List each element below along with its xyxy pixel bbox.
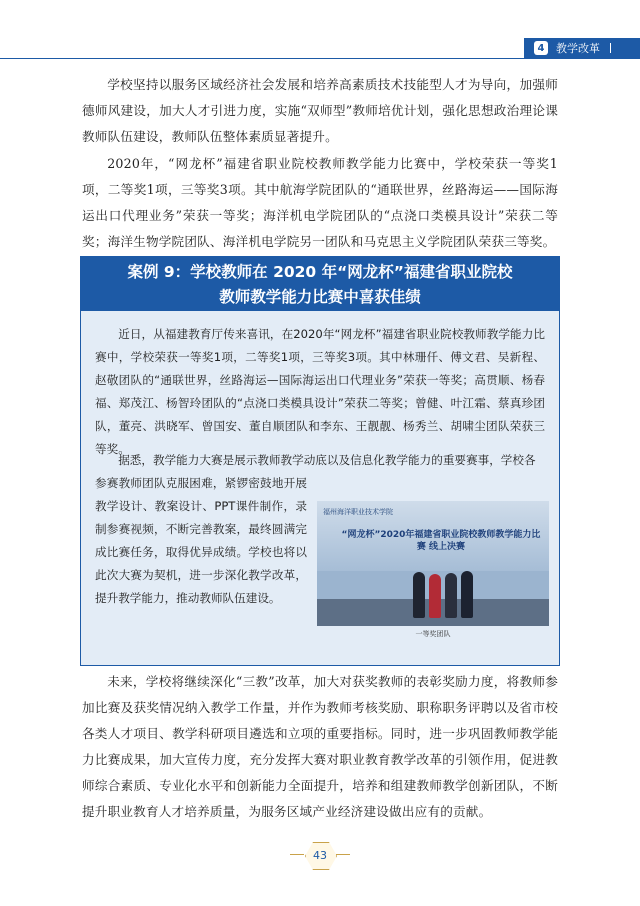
person-figure xyxy=(429,574,441,618)
page-number: 43 xyxy=(313,848,327,862)
case-paragraph-2-rest: 参赛教师团队克服困难，紧锣密鼓地开展教学设计、教案设计、PPT课件制作，录制参赛视频，不断完善教案，最终圆满完成比赛任务，取得优异成绩。学校也将以此次大赛为契机，进一步深化教学改革，提升教学能力，推动教师队伍建设。 xyxy=(95,476,307,605)
person-figure xyxy=(445,573,457,618)
awards-paragraph: 2020年，“网龙杯”福建省职业院校教师教学能力比赛中，学校荣获一等奖1项，二等奖1项，三等奖3项。其中航海学院团队的“通联世界，丝路海运——国际海运出口代理业务”荣获一等奖；海洋机电学院团队的“点浇口类模具设计”荣获二等奖；海洋生物学院团队、海洋机电学院另一团队和马克思主义学院团队荣获三等奖。 xyxy=(82,156,558,249)
case-title-line-1: 案例 9：学校教师在 2020 年“网龙杯”福建省职业院校 xyxy=(127,263,513,281)
award-photo-image xyxy=(317,501,549,626)
photo-logo-text: 福州海洋职业技术学院 xyxy=(323,508,393,516)
case-title-line-2: 教师教学能力比赛中喜获佳绩 xyxy=(219,288,421,306)
case-study-title xyxy=(81,257,559,311)
page-number-deco-right xyxy=(336,854,350,855)
chapter-separator xyxy=(610,43,611,53)
person-figure xyxy=(461,571,473,618)
case-study-box xyxy=(80,256,560,666)
award-photo xyxy=(317,501,549,641)
chapter-number: 4 xyxy=(534,41,548,55)
intro-paragraph: 学校坚持以服务区域经济社会发展和培养高素质技术技能型人才为导向，加强师德师风建设，加大人才引进力度，实施“双师型”教师培优计划，强化思想政治理论课教师队伍建设，教师队伍整体素质显著提升。 xyxy=(82,77,558,144)
case-paragraph-2-first-line: 据悉，教学能力大赛是展示教师教学动底以及信息化教学能力的重要赛事，学校各 xyxy=(118,453,536,467)
person-figure xyxy=(413,572,425,618)
chapter-tab xyxy=(524,38,640,58)
photo-caption: 一等奖团队 xyxy=(415,630,451,638)
page-number-deco-left xyxy=(290,854,304,855)
page-number-badge xyxy=(290,842,350,868)
header-rule xyxy=(0,58,640,59)
case-paragraph-1: 近日，从福建教育厅传来喜讯，在2020年“网龙杯”福建省职业院校教师教学能力比赛中，学校荣获一等奖1项，二等奖1项，三等奖3项。其中林珊仟、傅文君、吴新程、赵敬团队的“通联世界，丝路海运—国际海运出口代理业务”荣获一等奖；高贯顺、杨春福、郑茂江、杨智玲团队的“点浇口类模具设计”荣获二等奖；曾健、叶江霜、蔡真珍团队，董亮、洪晓军、曾国安、董自顺团队和李东、王靓靓、杨秀兰、胡啸尘团队荣获三等奖。 xyxy=(95,327,545,456)
future-paragraph: 未来，学校将继续深化“三教”改革，加大对获奖教师的表彰奖励力度，将教师参加比赛及获奖情况纳入教学工作量，并作为教师考核奖励、职称职务评聘以及省市校各类人才项目、教学科研项目遴选和立项的重要指标。同时，进一步巩固教师教学能力比赛成果，加大宣传力度，充分发挥大赛对职业教育教学改革的引领作用，促进教师综合素质、专业化水平和创新能力全面提升，培养和组建教师教学创新团队，不断提升职业教育人才培养质量，为服务区域产业经济建设做出应有的贡献。 xyxy=(82,674,558,819)
photo-banner-text: “网龙杯”2020年福建省职业院校教师教学能力比赛 线上决赛 xyxy=(341,530,541,552)
chapter-title: 教学改革 xyxy=(556,42,600,55)
